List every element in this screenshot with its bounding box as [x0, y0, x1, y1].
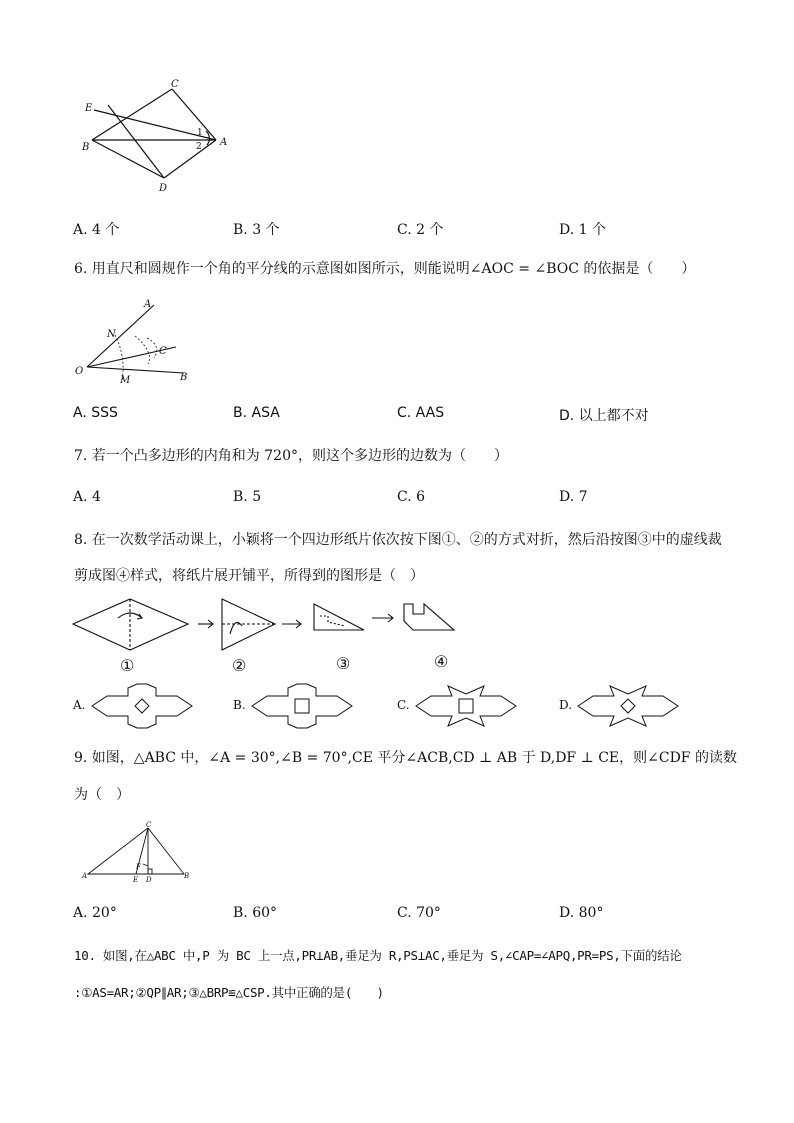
- q8-step-label-4: ④: [434, 652, 449, 671]
- q7-stem: 7. 若一个凸多边形的内角和为 720°，则这个多边形的边数为（ ）: [74, 448, 508, 464]
- q5-label-2: 2: [196, 142, 202, 152]
- q6-label-m: M: [120, 375, 131, 386]
- q5-label-1: 1: [197, 128, 203, 138]
- q7-option-a[interactable]: A. 4: [73, 489, 101, 505]
- q5-option-b[interactable]: B. 3 个: [233, 222, 280, 238]
- q8-stem-line2: 剪成图④样式，将纸片展开铺平，所得到的图形是（ ）: [74, 568, 424, 584]
- q5-option-d[interactable]: D. 1 个: [559, 222, 606, 238]
- q5-label-e: E: [85, 103, 93, 114]
- q9-option-c[interactable]: C. 70°: [397, 905, 441, 921]
- q5-label-d: D: [159, 183, 168, 194]
- q8-option-a[interactable]: A.: [73, 698, 86, 712]
- q9-option-b[interactable]: B. 60°: [233, 905, 278, 921]
- q9-option-a[interactable]: A. 20°: [73, 905, 117, 921]
- q8-option-c[interactable]: C.: [397, 698, 410, 712]
- q10-stem-line2: :①AS=AR;②QP∥AR;③△BRP≌△CSP.其中正确的是( ): [74, 985, 384, 1000]
- q6-figure: [72, 296, 202, 391]
- q9-label-d: D: [146, 876, 152, 884]
- q5-figure: [80, 75, 240, 195]
- q5-option-c[interactable]: C. 2 个: [397, 222, 444, 238]
- q5-option-a[interactable]: A. 4 个: [73, 222, 120, 238]
- q7-option-c[interactable]: C. 6: [397, 489, 426, 505]
- q8-stem-line1: 8. 在一次数学活动课上，小颖将一个四边形纸片依次按下图①、②的方式对折，然后沿按图③中的虚线裁: [74, 532, 722, 548]
- q5-label-b: B: [82, 142, 90, 153]
- q9-stem-line2: 为（ ）: [74, 787, 130, 803]
- q9-stem-line1: 9. 如图，△ABC 中，∠A = 30°,∠B = 70°,CE 平分∠ACB,CD ⊥ AB 于 D,DF ⊥ CE，则∠CDF 的读数: [74, 750, 737, 766]
- q6-label-n: N: [107, 329, 116, 340]
- q6-label-a: A: [144, 299, 152, 310]
- q10-stem-line1: 10. 如图,在△ABC 中,P 为 BC 上一点,PR⊥AB,垂足为 R,PS⊥AC,垂足为 S,∠CAP=∠APQ,PR=PS,下面的结论: [74, 948, 682, 963]
- q8-option-d-shape: [578, 684, 678, 728]
- q7-option-d[interactable]: D. 7: [559, 489, 588, 505]
- q8-option-c-shape: [416, 684, 516, 728]
- q9-label-b: B: [184, 872, 190, 880]
- q5-label-a: A: [220, 137, 228, 148]
- q8-step-label-3: ③: [336, 654, 351, 673]
- q6-option-c[interactable]: C. AAS: [397, 405, 445, 421]
- q6-label-o: O: [75, 366, 84, 377]
- q8-option-a-shape: [92, 684, 192, 728]
- q9-figure: [80, 822, 190, 884]
- q6-option-a[interactable]: A. SSS: [73, 405, 118, 421]
- q7-option-b[interactable]: B. 5: [233, 489, 262, 505]
- q8-option-b-shape: [252, 684, 352, 728]
- q6-label-b: B: [180, 372, 188, 383]
- q8-step-label-2: ②: [232, 656, 247, 675]
- q6-option-b[interactable]: B. ASA: [233, 405, 280, 421]
- q9-label-e: E: [133, 876, 139, 884]
- q6-stem: 6. 用直尺和圆规作一个角的平分线的示意图如图所示，则能说明∠AOC = ∠BOC 的依据是（ ）: [74, 261, 696, 277]
- q9-option-d[interactable]: D. 80°: [559, 905, 604, 921]
- q9-label-c: C: [146, 821, 152, 829]
- q8-option-d[interactable]: D.: [559, 698, 573, 712]
- q8-option-b[interactable]: B.: [233, 698, 246, 712]
- q6-label-c: C: [159, 346, 167, 357]
- q8-step-label-1: ①: [120, 656, 135, 675]
- q6-option-d[interactable]: D. 以上都不对: [559, 408, 649, 424]
- q9-label-f: F: [136, 863, 141, 871]
- q9-label-a: A: [82, 872, 88, 880]
- q5-label-c: C: [171, 79, 179, 90]
